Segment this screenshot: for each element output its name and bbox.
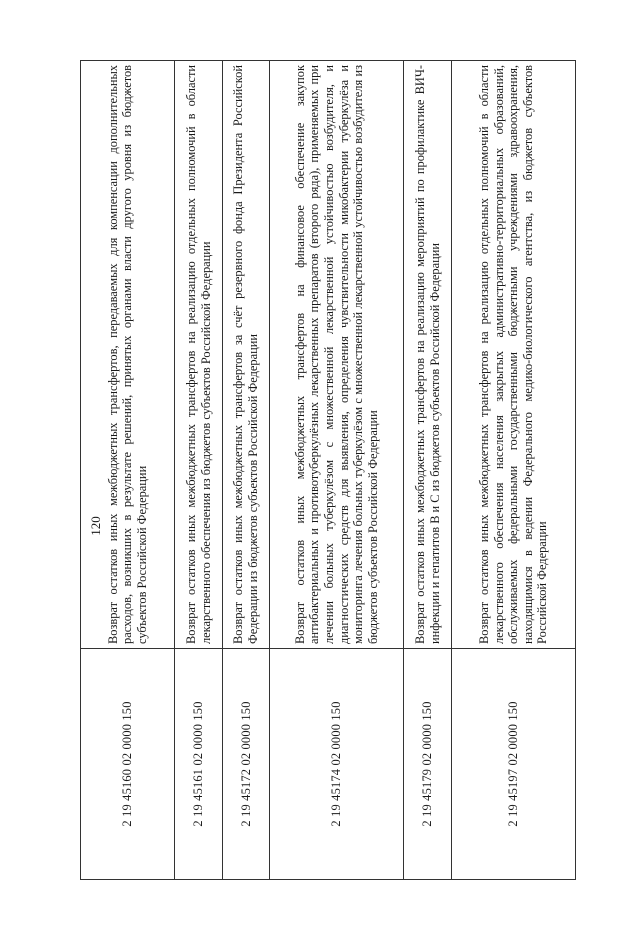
budget-code-table [80,60,576,880]
table-row [81,61,175,880]
budget-code: 2 19 45179 02 0000 150 [404,649,452,880]
table-row [270,61,404,880]
budget-code: 2 19 45161 02 0000 150 [175,649,223,880]
code-description: Возврат остатков иных межбюджетных трансфертов на реализацию отдельных полномочий в области лекарственного обеспечения населения закрытых административно-территориальных образований, обслуживаемых федеральными государственными бюджетными учреждениями здравоохранения, находящимися в ведении Федерального медико-биологического агентства, из бюджетов субъектов Российской Федерации [452,61,576,649]
code-description: Возврат остатков иных межбюджетных трансфертов на реализацию отдельных полномочий в области лекарственного обеспечения из бюджетов субъектов Российской Федерации [175,61,223,649]
code-description: Возврат остатков иных межбюджетных трансфертов за счёт резервного фонда Президента Российской Федерации из бюджетов субъектов Российской Федерации [223,61,270,649]
table-row [223,61,270,880]
code-description: Возврат остатков иных межбюджетных трансфертов на реализацию мероприятий по профилактике ВИЧ-инфекции и гепатитов B и C из бюджетов субъектов Российской Федерации [404,61,452,649]
table-row [404,61,452,880]
table-row [452,61,576,880]
budget-code: 2 19 45172 02 0000 150 [223,649,270,880]
code-description: Возврат остатков иных межбюджетных трансфертов, передаваемых для компенсации дополнительных расходов, возникших в результате решений, принятых органами власти другого уровня из бюджетов субъектов Российской Федерации [81,61,175,649]
budget-code: 2 19 45160 02 0000 150 [81,649,175,880]
table-row [175,61,223,880]
rotated-page [88,60,598,880]
code-description: Возврат остатков иных межбюджетных трансфертов на финансовое обеспечение закупок антибактериальных и противотуберкулёзных лекарственных препаратов (второго ряда), применяемых при лечении больных туберкулёзом с множественной лекарственной устойчивостью возбудителя, и диагностических средств для выявления, определения чувствительности микобактерии туберкулёза и мониторинга лечения больных туберкулёзом с множественной лекарственной устойчивостью возбудителя из бюджетов субъектов Российской Федерации [270,61,404,649]
budget-code: 2 19 45174 02 0000 150 [270,649,404,880]
page-number: 120 [88,516,103,536]
budget-code: 2 19 45197 02 0000 150 [452,649,576,880]
